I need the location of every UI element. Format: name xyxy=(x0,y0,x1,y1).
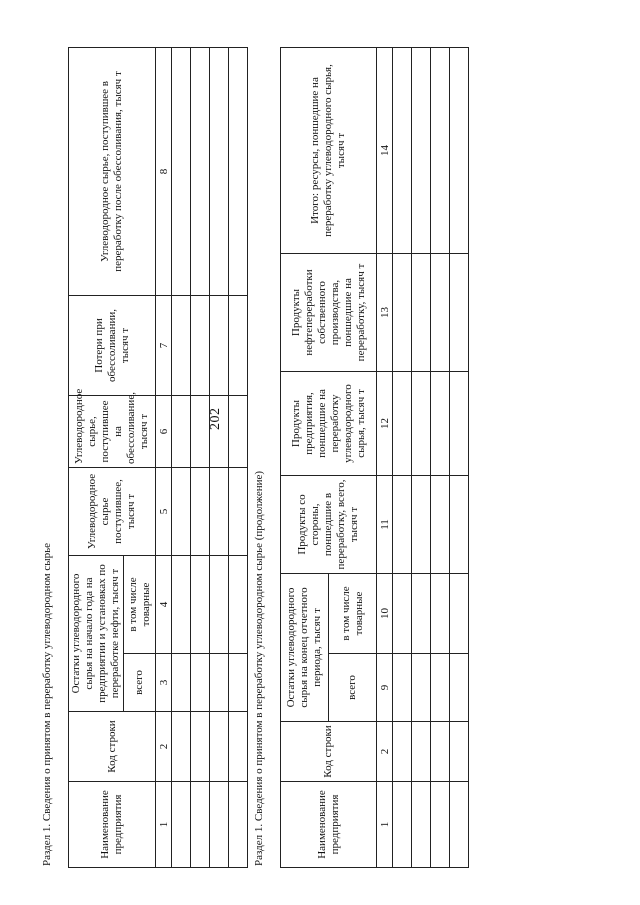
empty-cell xyxy=(450,372,469,476)
empty-cell xyxy=(393,782,412,868)
empty-cell xyxy=(172,295,191,395)
empty-cell xyxy=(229,712,248,782)
empty-cell xyxy=(393,722,412,782)
empty-cell xyxy=(393,254,412,372)
empty-cell xyxy=(450,574,469,654)
empty-cell xyxy=(172,47,191,295)
col-remains-commodity-header: в том числе товарные xyxy=(124,555,156,653)
empty-cell xyxy=(412,722,431,782)
empty-cell xyxy=(431,254,450,372)
col-code-header: Код строки xyxy=(281,722,377,782)
empty-cell xyxy=(210,295,229,395)
col-remains-total-header: всего xyxy=(329,654,377,722)
empty-cell xyxy=(393,48,412,254)
header-row-1 xyxy=(281,48,329,868)
column-number-row xyxy=(156,47,172,867)
empty-cell xyxy=(172,467,191,555)
empty-cell xyxy=(191,654,210,712)
empty-cell xyxy=(210,467,229,555)
empty-cell xyxy=(412,48,431,254)
column-number: 1 xyxy=(377,782,393,868)
col-losses-header: Потери при обессоливании, тысяч т xyxy=(69,295,156,395)
col-to-desalting-header: Углеводородное сырье, поступившее на обессоливание, тысяч т xyxy=(69,395,156,467)
empty-cell xyxy=(172,395,191,467)
empty-cell xyxy=(431,48,450,254)
empty-cell xyxy=(229,782,248,868)
col-remains-total-header: всего xyxy=(124,654,156,712)
section-1-continuation-title: Раздел 1. Сведения о принятом в переработку углеводородном сырье (продолжение) xyxy=(253,470,265,866)
section-1-continuation-table xyxy=(280,47,469,868)
empty-cell xyxy=(431,574,450,654)
empty-cell xyxy=(393,574,412,654)
column-number: 8 xyxy=(156,47,172,295)
column-number: 1 xyxy=(156,782,172,868)
section-1-continuation-block xyxy=(252,48,469,868)
empty-row xyxy=(210,47,229,867)
empty-cell xyxy=(191,555,210,653)
col-total-resources-header: Итого: ресурсы, поншедшие на переработку углеводородного сырья, тысяч т xyxy=(281,48,377,254)
empty-cell xyxy=(172,712,191,782)
page-number: 202 xyxy=(208,407,223,430)
empty-row xyxy=(412,48,431,868)
col-name-header: Наименование предприятия xyxy=(281,782,377,868)
empty-cell xyxy=(412,254,431,372)
column-number: 3 xyxy=(156,654,172,712)
column-number: 9 xyxy=(377,654,393,722)
empty-row xyxy=(191,47,210,867)
empty-cell xyxy=(191,395,210,467)
empty-cell xyxy=(412,574,431,654)
empty-cell xyxy=(229,467,248,555)
empty-cell xyxy=(431,654,450,722)
col-own-refining-header: Продукты нефтепереработки собственного производства, поншедшие на переработку, тысяч т xyxy=(281,254,377,372)
col-remains-group-header: Остатки углеводородного сырья на конец отчетного периода, тысяч т xyxy=(281,574,329,722)
column-number: 6 xyxy=(156,395,172,467)
empty-cell xyxy=(191,47,210,295)
col-after-desalting-header: Углеводородное сырье, поступившее в переработку после обессоливания, тысяч т xyxy=(69,47,156,295)
empty-cell xyxy=(412,372,431,476)
col-remains-group-header: Остатки углеводородного сырья на начало года на предприятии и установках по переработке нефти, тысяч т xyxy=(69,555,124,711)
empty-cell xyxy=(229,395,248,467)
empty-cell xyxy=(172,654,191,712)
col-received-header: Углеводородное сырье поступившее, тысяч т xyxy=(69,467,156,555)
column-number: 2 xyxy=(156,712,172,782)
column-number: 5 xyxy=(156,467,172,555)
col-name-header: Наименование предприятия xyxy=(69,782,156,868)
empty-cell xyxy=(450,654,469,722)
empty-cell xyxy=(412,476,431,574)
empty-cell xyxy=(450,722,469,782)
empty-cell xyxy=(393,654,412,722)
empty-cell xyxy=(431,372,450,476)
empty-row xyxy=(393,48,412,868)
column-number: 12 xyxy=(377,372,393,476)
column-number-row xyxy=(377,48,393,868)
header-row-1 xyxy=(69,47,124,867)
empty-cell xyxy=(191,712,210,782)
empty-cell xyxy=(191,467,210,555)
col-third-party-header: Продукты со стороны, поншедшие в переработку, всего, тысяч т xyxy=(281,476,377,574)
column-number: 14 xyxy=(377,48,393,254)
empty-cell xyxy=(450,782,469,868)
empty-cell xyxy=(229,555,248,653)
empty-cell xyxy=(431,782,450,868)
empty-cell xyxy=(210,555,229,653)
empty-row xyxy=(172,47,191,867)
empty-cell xyxy=(450,254,469,372)
col-remains-commodity-header: в том числе товарные xyxy=(329,574,377,654)
empty-cell xyxy=(412,654,431,722)
empty-row xyxy=(450,48,469,868)
empty-cell xyxy=(450,48,469,254)
empty-cell xyxy=(172,782,191,868)
column-number: 11 xyxy=(377,476,393,574)
empty-cell xyxy=(450,476,469,574)
section-1-table xyxy=(68,47,248,868)
empty-row xyxy=(229,47,248,867)
empty-cell xyxy=(431,722,450,782)
empty-cell xyxy=(412,782,431,868)
empty-cell xyxy=(210,654,229,712)
empty-cell xyxy=(229,654,248,712)
col-enterprise-products-header: Продукты предприятия, поншедшие на переработку углеводородного сырья, тысяч т xyxy=(281,372,377,476)
empty-cell xyxy=(229,47,248,295)
empty-cell xyxy=(393,476,412,574)
column-number: 4 xyxy=(156,555,172,653)
empty-cell xyxy=(393,372,412,476)
empty-row xyxy=(431,48,450,868)
empty-cell xyxy=(210,47,229,295)
empty-cell xyxy=(191,295,210,395)
empty-cell xyxy=(191,782,210,868)
empty-cell xyxy=(431,476,450,574)
section-1-title: Раздел 1. Сведения о принятом в переработку углеводородном сырье xyxy=(41,542,53,866)
column-number: 2 xyxy=(377,722,393,782)
column-number: 10 xyxy=(377,574,393,654)
empty-cell xyxy=(210,782,229,868)
col-code-header: Код строки xyxy=(69,712,156,782)
empty-cell xyxy=(229,295,248,395)
section-1-block xyxy=(40,48,248,868)
empty-cell xyxy=(172,555,191,653)
column-number: 13 xyxy=(377,254,393,372)
empty-cell xyxy=(210,395,229,467)
column-number: 7 xyxy=(156,295,172,395)
empty-cell xyxy=(210,712,229,782)
